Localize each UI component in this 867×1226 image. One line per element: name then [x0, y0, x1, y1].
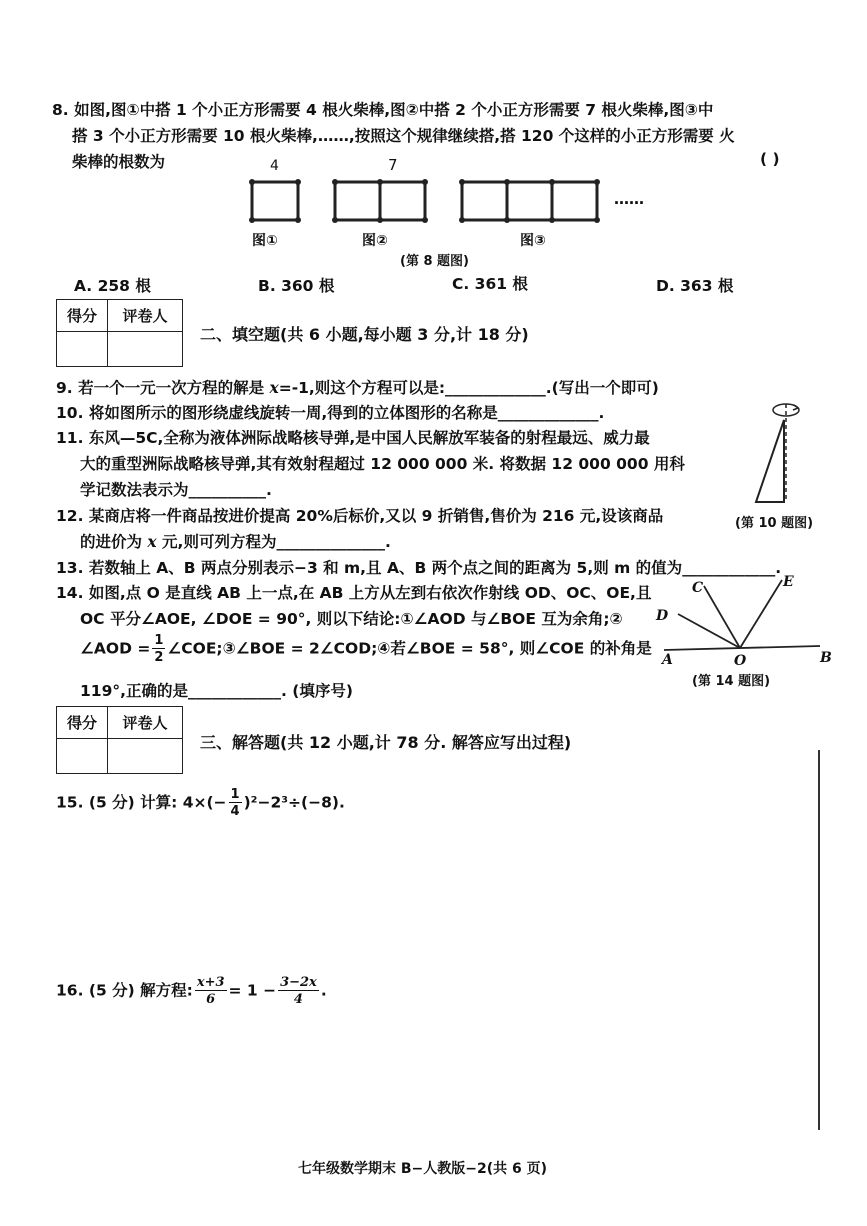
q14-caption: (第 14 题图) [692, 674, 771, 689]
q8-ellipsis: …… [614, 190, 644, 208]
q9-text: 9. 若一个一元一次方程的解是 x=-1,则这个方程可以是:_____________.(写出一个即可) [56, 378, 659, 397]
fig3-square-3 [552, 182, 597, 220]
q8-option-c: C. 361 根 [452, 275, 528, 293]
q8-option-d: D. 363 根 [656, 277, 734, 295]
q14-blank[interactable]: ____________ [188, 682, 281, 700]
q10-blank[interactable]: _____________ [497, 404, 599, 422]
fig2-square-1 [335, 182, 380, 220]
q9-blank[interactable]: _____________ [445, 379, 546, 397]
q13-blank[interactable]: ____________ [682, 559, 776, 577]
q8-note-7: 7 [388, 156, 398, 174]
q11-line3: 学记数法表示为__________. [80, 481, 272, 499]
q14-label-c: C [692, 580, 704, 596]
q8-option-b: B. 360 根 [258, 277, 335, 295]
fig1-label: 图① [252, 233, 278, 249]
page-footer: 七年级数学期末 B−人教版−2(共 6 页) [298, 1161, 548, 1177]
fig2-label: 图② [362, 233, 388, 249]
q8-answer-paren: ( ) [760, 150, 780, 168]
fig3-square-1 [462, 182, 507, 220]
q11-line1: 11. 东风—5C,全称为液体洲际战略核导弹,是中国人民解放军装备的射程最远、威力最 [56, 429, 650, 447]
q8-option-a: A. 258 根 [74, 277, 151, 295]
margin-line [818, 750, 820, 1130]
q14-fraction: $\frac{1}{2}$ [154, 633, 164, 665]
grader-cell[interactable] [108, 739, 183, 774]
grader-label: 评卷人 [108, 300, 183, 332]
score-box-section2 [56, 299, 183, 367]
q15-text: 15. (5 分) 计算: 4×(− $\frac{1}{4}$ )²−2³÷(−8). [56, 787, 345, 819]
score-cell[interactable] [57, 332, 108, 367]
q8-line2: 搭 3 个小正方形需要 10 根火柴棒,……,按照这个规律继续搭,搭 120 个这样的小正方形需要 火 [72, 127, 735, 145]
q12-line1: 12. 某商店将一件商品按进价提高 20%后标价,又以 9 折销售,售价为 216 元,设该商品 [56, 507, 664, 525]
q14-label-a: A [662, 652, 673, 668]
q10-text: 10. 将如图所示的图形绕虚线旋转一周,得到的立体图形的名称是_____________. [56, 404, 605, 422]
q14-line3: ∠AOD = $\frac{1}{2}$ ∠COE;③∠BOE = 2∠COD;④若∠BOE = 58°, 则∠COE 的补角是 [80, 633, 652, 665]
q14-label-d: D [656, 608, 669, 624]
q16-text: 16. (5 分) 解方程: $\frac{x+3}{6}$ = 1 − $\frac{3-2x}{4}$ . [56, 975, 327, 1007]
grader-label: 评卷人 [108, 707, 183, 739]
fig2-square-2 [380, 182, 425, 220]
grader-cell[interactable] [108, 332, 183, 367]
q12-blank[interactable]: ______________ [276, 533, 385, 551]
score-label: 得分 [57, 300, 108, 332]
score-label: 得分 [57, 707, 108, 739]
score-cell[interactable] [57, 739, 108, 774]
q12-line2: 的进价为 x 元,则可列方程为______________. [80, 532, 391, 551]
fig1-square [252, 182, 298, 220]
section3-title: 三、解答题(共 12 小题,计 78 分. 解答应写出过程) [200, 733, 572, 752]
matchstick-figures [240, 170, 660, 240]
q8-caption: (第 8 题图) [400, 254, 469, 269]
q11-blank[interactable]: __________ [188, 481, 267, 499]
q14-line1: 14. 如图,点 O 是直线 AB 上一点,在 AB 上方从左到右依次作射线 OD、OC、OE,且 [56, 584, 652, 602]
score-box-section3 [56, 706, 183, 774]
q14-line4: 119°,正确的是____________. (填序号) [80, 682, 353, 700]
section2-title: 二、填空题(共 6 小题,每小题 3 分,计 18 分) [200, 325, 529, 344]
q14-line2: OC 平分∠AOE, ∠DOE = 90°, 则以下结论:①∠AOD 与∠BOE 互为余角;② [80, 610, 623, 628]
q8-line1: 8. 如图,图①中搭 1 个小正方形需要 4 根火柴棒,图②中搭 2 个小正方形需要 7 根火柴棒,图③中 [52, 101, 714, 119]
q10-figure [748, 398, 828, 510]
q13-text: 13. 若数轴上 A、B 两点分别表示−3 和 m,且 A、B 两个点之间的距离为 5,则 m 的值为____________. [56, 559, 782, 577]
fig3-label: 图③ [520, 233, 546, 249]
fig3-square-2 [507, 182, 552, 220]
q11-line2: 大的重型洲际战略核导弹,其有效射程超过 12 000 000 米. 将数据 12 000 000 用科 [80, 455, 685, 473]
q8-note-4: 4 [270, 158, 279, 174]
q14-label-e: E [783, 574, 794, 590]
q16-fraction-1: $\frac{x+3}{6}$ [196, 975, 225, 1007]
q14-label-b: B [820, 650, 832, 666]
q8-line3: 柴棒的根数为 [72, 153, 166, 171]
q10-caption: (第 10 题图) [735, 516, 814, 531]
q16-fraction-2: $\frac{3-2x}{4}$ [280, 975, 317, 1007]
q15-fraction: $\frac{1}{4}$ [230, 787, 240, 819]
q14-label-o: O [734, 653, 747, 669]
